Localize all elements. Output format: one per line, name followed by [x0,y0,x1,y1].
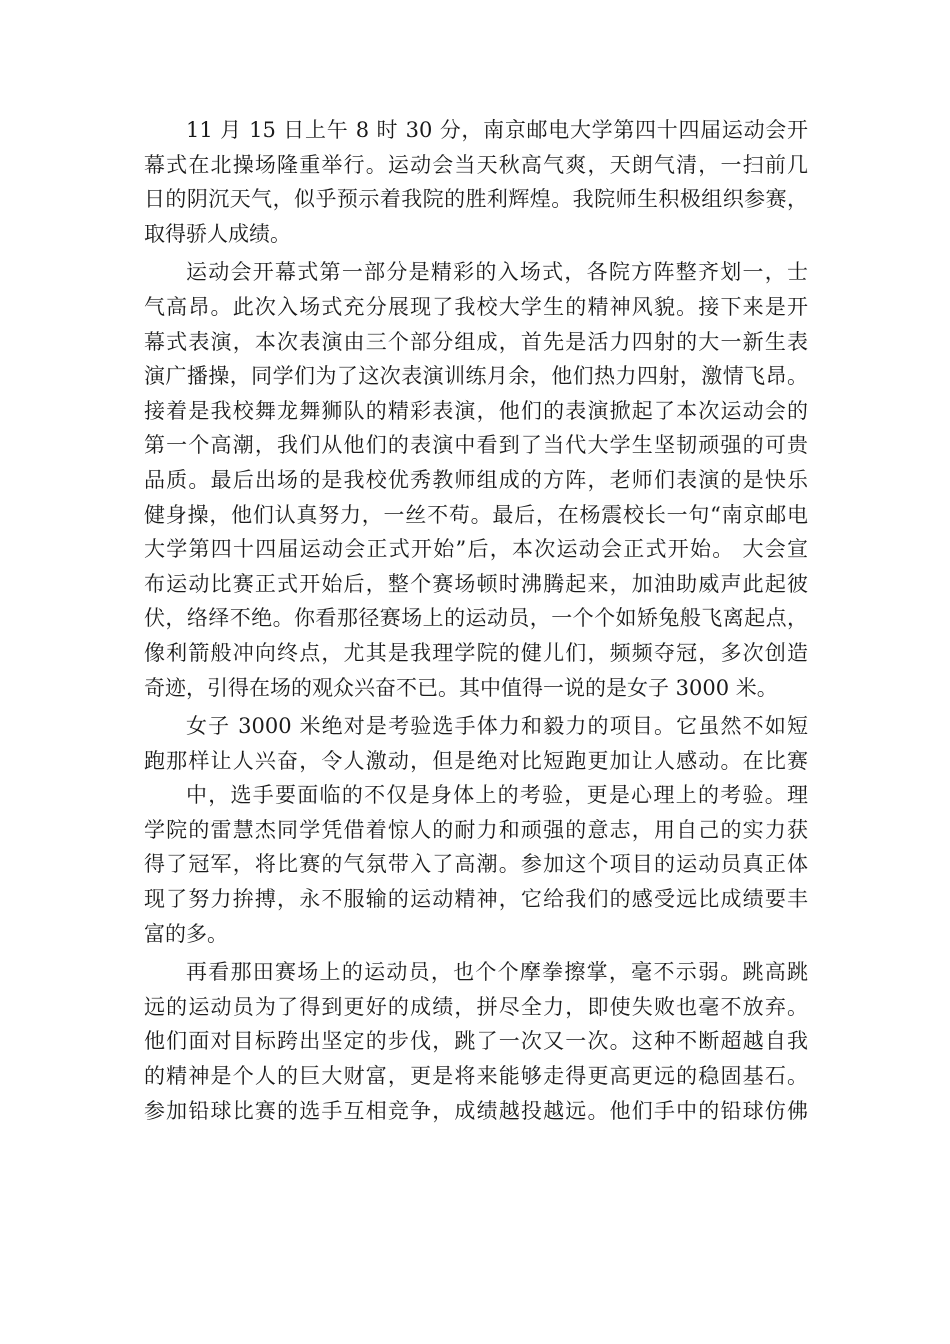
text-line: 现了努力拚搏，永不服输的运动精神，它给我们的感受远比成绩要丰 [144,887,808,912]
text-line: 远的运动员为了得到更好的成绩，拼尽全力，即使失败也毫不放弃。 [144,994,808,1019]
text-line: 奇迹，引得在场的观众兴奋不已。其中值得一说的是女子 3000 米。 [144,675,778,700]
text-line: 健身操，他们认真努力，一丝不苟。最后，在杨震校长一句“南京邮电 [144,502,808,527]
text-line: 日的阴沉天气，似乎预示着我院的胜利辉煌。我院师生积极组织参赛， [144,187,808,212]
text-line: 幕式在北操场隆重举行。运动会当天秋高气爽，天朗气清，一扫前几 [144,152,808,177]
document-body [144,113,808,1132]
text-line: 得了冠军，将比赛的气氛带入了高潮。参加这个项目的运动员真正体 [144,852,808,877]
text-line: 运动会开幕式第一部分是精彩的入场式，各院方阵整齐划一，士 [186,260,808,285]
text-line: 大学第四十四届运动会正式开始”后，本次运动会正式开始。 大会宣 [144,537,808,562]
text-line: 女子 3000 米绝对是考验选手体力和毅力的项目。它虽然不如短 [186,714,808,739]
text-line: 11 月 15 日上午 8 时 30 分，南京邮电大学第四十四届运动会开 [186,118,808,142]
text-line: 学院的雷慧杰同学凭借着惊人的耐力和顽强的意志，用自己的实力获 [144,817,808,842]
paragraph-entrance-and-performance [144,255,808,705]
text-line: 中，选手要面临的不仅是身体上的考验，更是心理上的考验。理 [186,783,808,808]
text-line: 再看那田赛场上的运动员，也个个摩拳擦掌，毫不示弱。跳高跳 [186,960,808,985]
paragraph-womens-3000m [144,709,808,951]
text-line: 布运动比赛正式开始后，整个赛场顿时沸腾起来，加油助威声此起彼 [144,571,808,596]
text-line: 像利箭般冲向终点，尤其是我理学院的健儿们，频频夺冠，多次创造 [144,640,808,665]
text-line: 伏，络绎不绝。你看那径赛场上的运动员，一个个如矫兔般飞离起点， [144,606,808,631]
text-line: 取得骄人成绩。 [144,221,291,246]
text-line: 气高昂。此次入场式充分展现了我校大学生的精神风貌。接下来是开 [144,294,808,319]
text-line: 参加铅球比赛的选手互相竞争，成绩越投越远。他们手中的铅球仿佛 [144,1098,808,1123]
text-line: 接着是我校舞龙舞狮队的精彩表演，他们的表演掀起了本次运动会的 [144,398,808,423]
text-line: 第一个高潮，我们从他们的表演中看到了当代大学生坚韧顽强的可贵 [144,433,808,458]
text-line: 的精神是个人的巨大财富，更是将来能够走得更高更远的稳固基石。 [144,1064,808,1089]
text-line: 跑那样让人兴奋，令人激动，但是绝对比短跑更加让人感动。在比赛 [144,748,808,773]
text-line: 品质。最后出场的是我校优秀教师组成的方阵，老师们表演的是快乐 [144,467,808,492]
text-line: 演广播操，同学们为了这次表演训练月余，他们热力四射，激情飞昂。 [144,364,808,389]
paragraph-field-events [144,955,808,1128]
text-line: 富的多。 [144,921,228,946]
paragraph-opening-ceremony [144,113,808,251]
text-line: 他们面对目标跨出坚定的步伐，跳了一次又一次。这种不断超越自我 [144,1029,808,1054]
text-line: 幕式表演，本次表演由三个部分组成，首先是活力四射的大一新生表 [144,329,808,354]
